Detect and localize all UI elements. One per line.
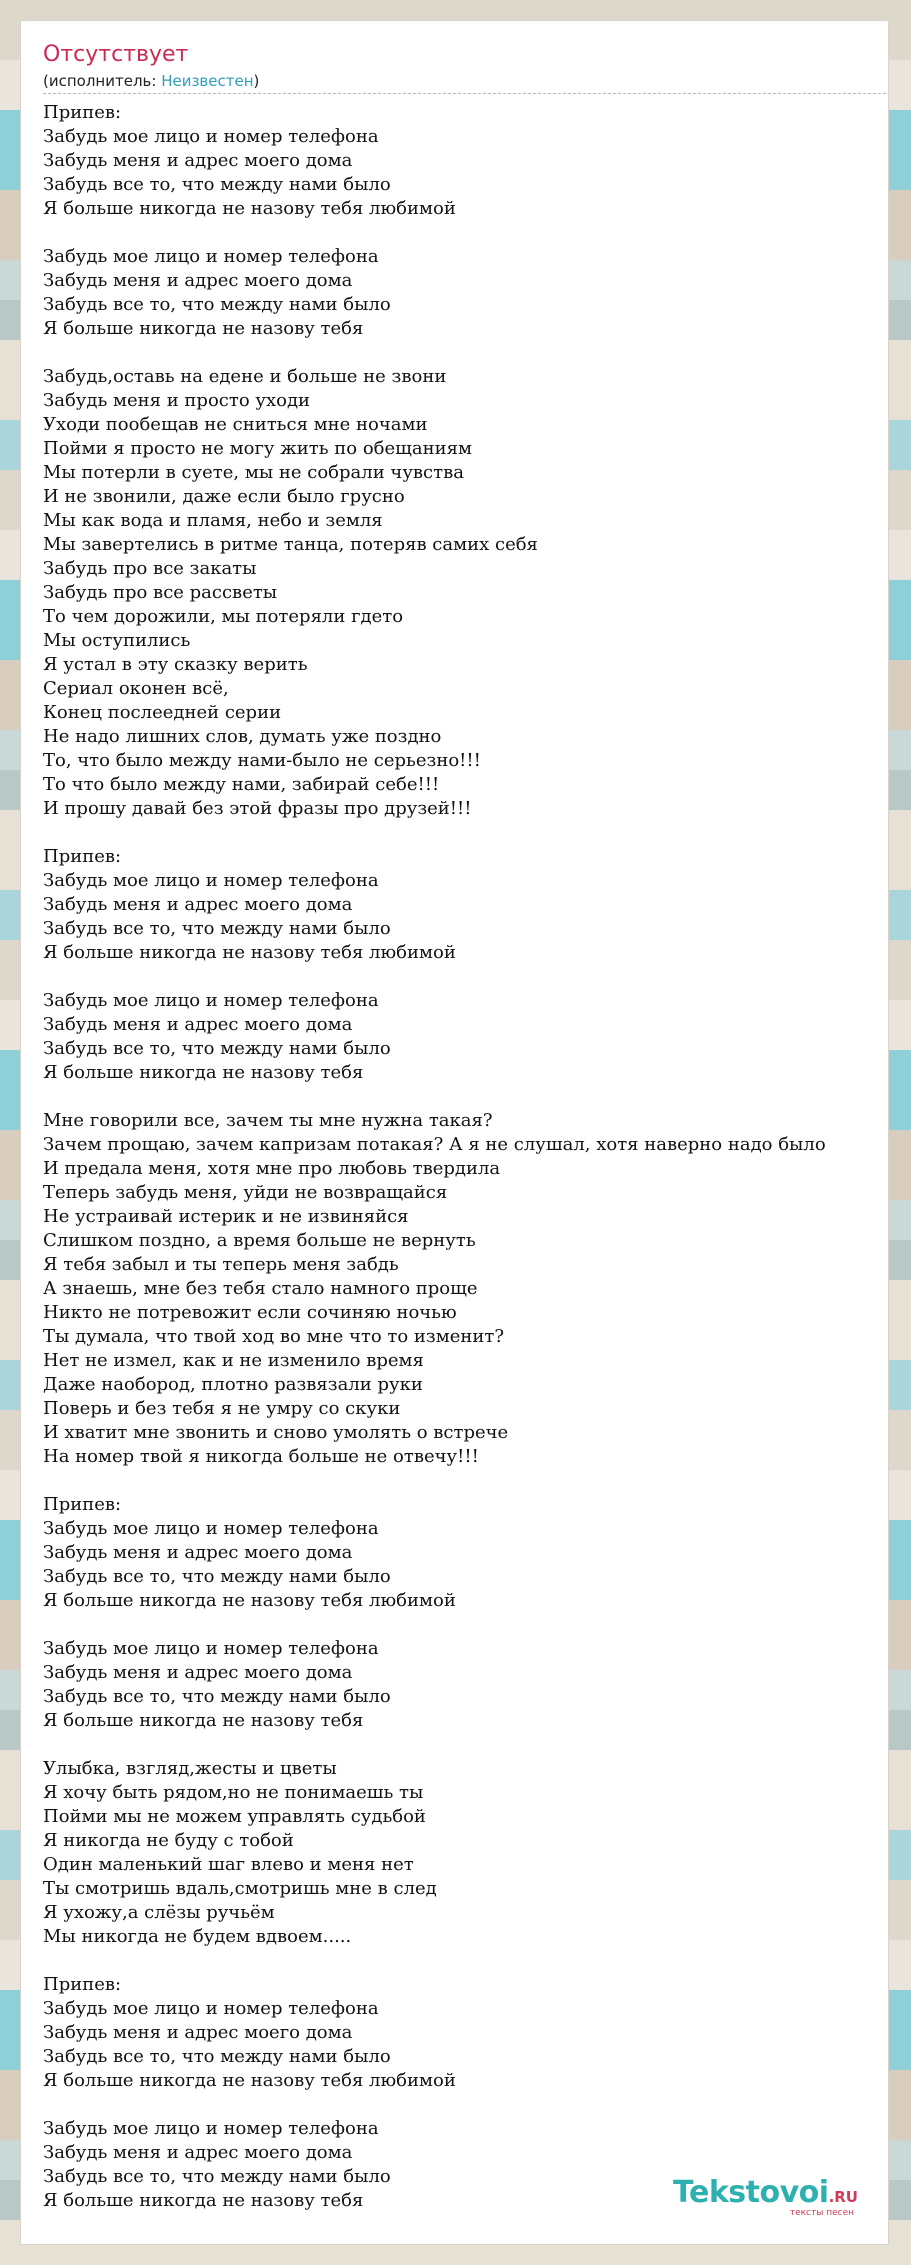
lyrics-line: Забудь все то, что между нами было [43, 2046, 391, 2067]
lyrics-line: Забудь мое лицо и номер телефона [43, 2118, 379, 2139]
lyrics-line: Мы оступились [43, 630, 191, 651]
lyrics-line: Не устраивай истерик и не извиняйся [43, 1206, 409, 1227]
lyrics-line: Зачем прощаю, зачем капризам потакая? А я не слушал, хотя наверно надо было [43, 1134, 826, 1155]
lyrics-line: Забудь меня и адрес моего дома [43, 1014, 353, 1035]
lyrics-line: Припев: [43, 102, 122, 123]
lyrics-line: Забудь меня и просто уходи [43, 390, 311, 411]
site-logo[interactable] [673, 2175, 858, 2218]
lyrics-card [20, 20, 889, 2245]
lyrics-line: Забудь меня и адрес моего дома [43, 150, 353, 171]
lyrics-line: Слишком поздно, а время больше не вернуть [43, 1230, 476, 1251]
lyrics-line: Я тебя забыл и ты теперь меня забдь [43, 1254, 399, 1275]
lyrics-line: Мы как вода и пламя, небо и земля [43, 510, 383, 531]
lyrics-line: И прошу давай без этой фразы про друзей!!! [43, 798, 472, 819]
lyrics-line: Поверь и без тебя я не умру со скуки [43, 1398, 401, 1419]
lyrics-line: Я ухожу,а слёзы ручьём [43, 1902, 275, 1923]
lyrics-line: Ты смотришь вдаль,смотришь мне в след [43, 1878, 437, 1899]
lyrics-line: Один маленький шаг влево и меня нет [43, 1854, 414, 1875]
artist-line [43, 71, 889, 94]
lyrics-line: Даже наобород, плотно развязали руки [43, 1374, 423, 1395]
lyrics-line: Я больше никогда не назову тебя любимой [43, 2070, 456, 2091]
lyrics-line: Теперь забудь меня, уйди не возвращайся [43, 1182, 448, 1203]
logo-tld: .RU [828, 2188, 858, 2206]
lyrics-text [43, 101, 889, 2213]
lyrics-line: Забудь мое лицо и номер телефона [43, 990, 379, 1011]
artist-link[interactable]: Неизвестен [161, 72, 254, 90]
lyrics-line: Мне говорили все, зачем ты мне нужна такая? [43, 1110, 493, 1131]
lyrics-line: Уходи пообещав не сниться мне ночами [43, 414, 428, 435]
logo-name: Tekstovoi [673, 2175, 829, 2210]
lyrics-line: Я больше никогда не назову тебя [43, 318, 364, 339]
artist-prefix: (исполнитель: [43, 72, 162, 90]
logo-tagline: тексты песен [789, 2208, 854, 2218]
lyrics-line: Я больше никогда не назову тебя [43, 2190, 364, 2211]
lyrics-line: Забудь мое лицо и номер телефона [43, 126, 379, 147]
lyrics-line: Забудь меня и адрес моего дома [43, 1662, 353, 1683]
lyrics-line: Забудь мое лицо и номер телефона [43, 1518, 379, 1539]
lyrics-line: Не надо лишних слов, думать уже поздно [43, 726, 442, 747]
lyrics-line: Нет не измел, как и не изменило время [43, 1350, 424, 1371]
lyrics-line: Забудь мое лицо и номер телефона [43, 246, 379, 267]
lyrics-line: Сериал оконен всё, [43, 678, 229, 699]
lyrics-line: То, что было между нами-было не серьезно!!! [43, 750, 481, 771]
lyrics-line: А знаешь, мне без тебя стало намного проще [43, 1278, 478, 1299]
lyrics-line: Забудь мое лицо и номер телефона [43, 1638, 379, 1659]
lyrics-line: Забудь мое лицо и номер телефона [43, 870, 379, 891]
lyrics-line: Ты думала, что твой ход во мне что то изменит? [43, 1326, 504, 1347]
lyrics-line: Забудь,оставь на едене и больше не звони [43, 366, 447, 387]
lyrics-line: Забудь все то, что между нами было [43, 174, 391, 195]
lyrics-line: Забудь меня и адрес моего дома [43, 1542, 353, 1563]
lyrics-line: И не звонили, даже если было грусно [43, 486, 405, 507]
lyrics-line: Забудь все то, что между нами было [43, 2166, 391, 2187]
lyrics-line: Я хочу быть рядом,но не понимаешь ты [43, 1782, 424, 1803]
lyrics-line: И предала меня, хотя мне про любовь твердила [43, 1158, 501, 1179]
lyrics-line: Забудь мое лицо и номер телефона [43, 1998, 379, 2019]
lyrics-line: Припев: [43, 846, 122, 867]
lyrics-line: Припев: [43, 1494, 122, 1515]
lyrics-line: Я больше никогда не назову тебя [43, 1062, 364, 1083]
lyrics-line: Мы завертелись в ритме танца, потеряв самих себя [43, 534, 538, 555]
lyrics-line: Забудь про все рассветы [43, 582, 278, 603]
lyrics-line: Конец послеедней серии [43, 702, 282, 723]
song-title: Отсутствует [43, 42, 189, 67]
lyrics-line: Забудь все то, что между нами было [43, 1566, 391, 1587]
lyrics-line: Я больше никогда не назову тебя любимой [43, 198, 456, 219]
lyrics-line: Забудь меня и адрес моего дома [43, 2022, 353, 2043]
lyrics-line: Пойми мы не можем управлять судьбой [43, 1806, 426, 1827]
lyrics-line: Забудь меня и адрес моего дома [43, 270, 353, 291]
lyrics-line: Я никогда не буду с тобой [43, 1830, 294, 1851]
lyrics-line: Улыбка, взгляд,жесты и цветы [43, 1758, 337, 1779]
lyrics-line: Забудь меня и адрес моего дома [43, 894, 353, 915]
lyrics-line: Забудь все то, что между нами было [43, 918, 391, 939]
lyrics-line: Забудь все то, что между нами было [43, 1686, 391, 1707]
lyrics-line: Припев: [43, 1974, 122, 1995]
lyrics-line: Забудь все то, что между нами было [43, 1038, 391, 1059]
lyrics-line: То что было между нами, забирай себе!!! [43, 774, 440, 795]
lyrics-line: Забудь все то, что между нами было [43, 294, 391, 315]
lyrics-line: Мы потерли в суете, мы не собрали чувства [43, 462, 464, 483]
lyrics-line: Я больше никогда не назову тебя [43, 1710, 364, 1731]
lyrics-line: И хватит мне звонить и сново умолять о встрече [43, 1422, 509, 1443]
lyrics-line: То чем дорожили, мы потеряли гдето [43, 606, 404, 627]
lyrics-line: Я устал в эту сказку верить [43, 654, 308, 675]
lyrics-line: Пойми я просто не могу жить по обещаниям [43, 438, 472, 459]
artist-suffix: ) [253, 72, 260, 90]
lyrics-line: Мы никогда не будем вдвоем..... [43, 1926, 352, 1947]
lyrics-line: Я больше никогда не назову тебя любимой [43, 942, 456, 963]
lyrics-line: На номер твой я никогда больше не отвечу!!! [43, 1446, 479, 1467]
lyrics-line: Забудь про все закаты [43, 558, 257, 579]
lyrics-line: Никто не потревожит если сочиняю ночью [43, 1302, 457, 1323]
lyrics-line: Я больше никогда не назову тебя любимой [43, 1590, 456, 1611]
lyrics-line: Забудь меня и адрес моего дома [43, 2142, 353, 2163]
